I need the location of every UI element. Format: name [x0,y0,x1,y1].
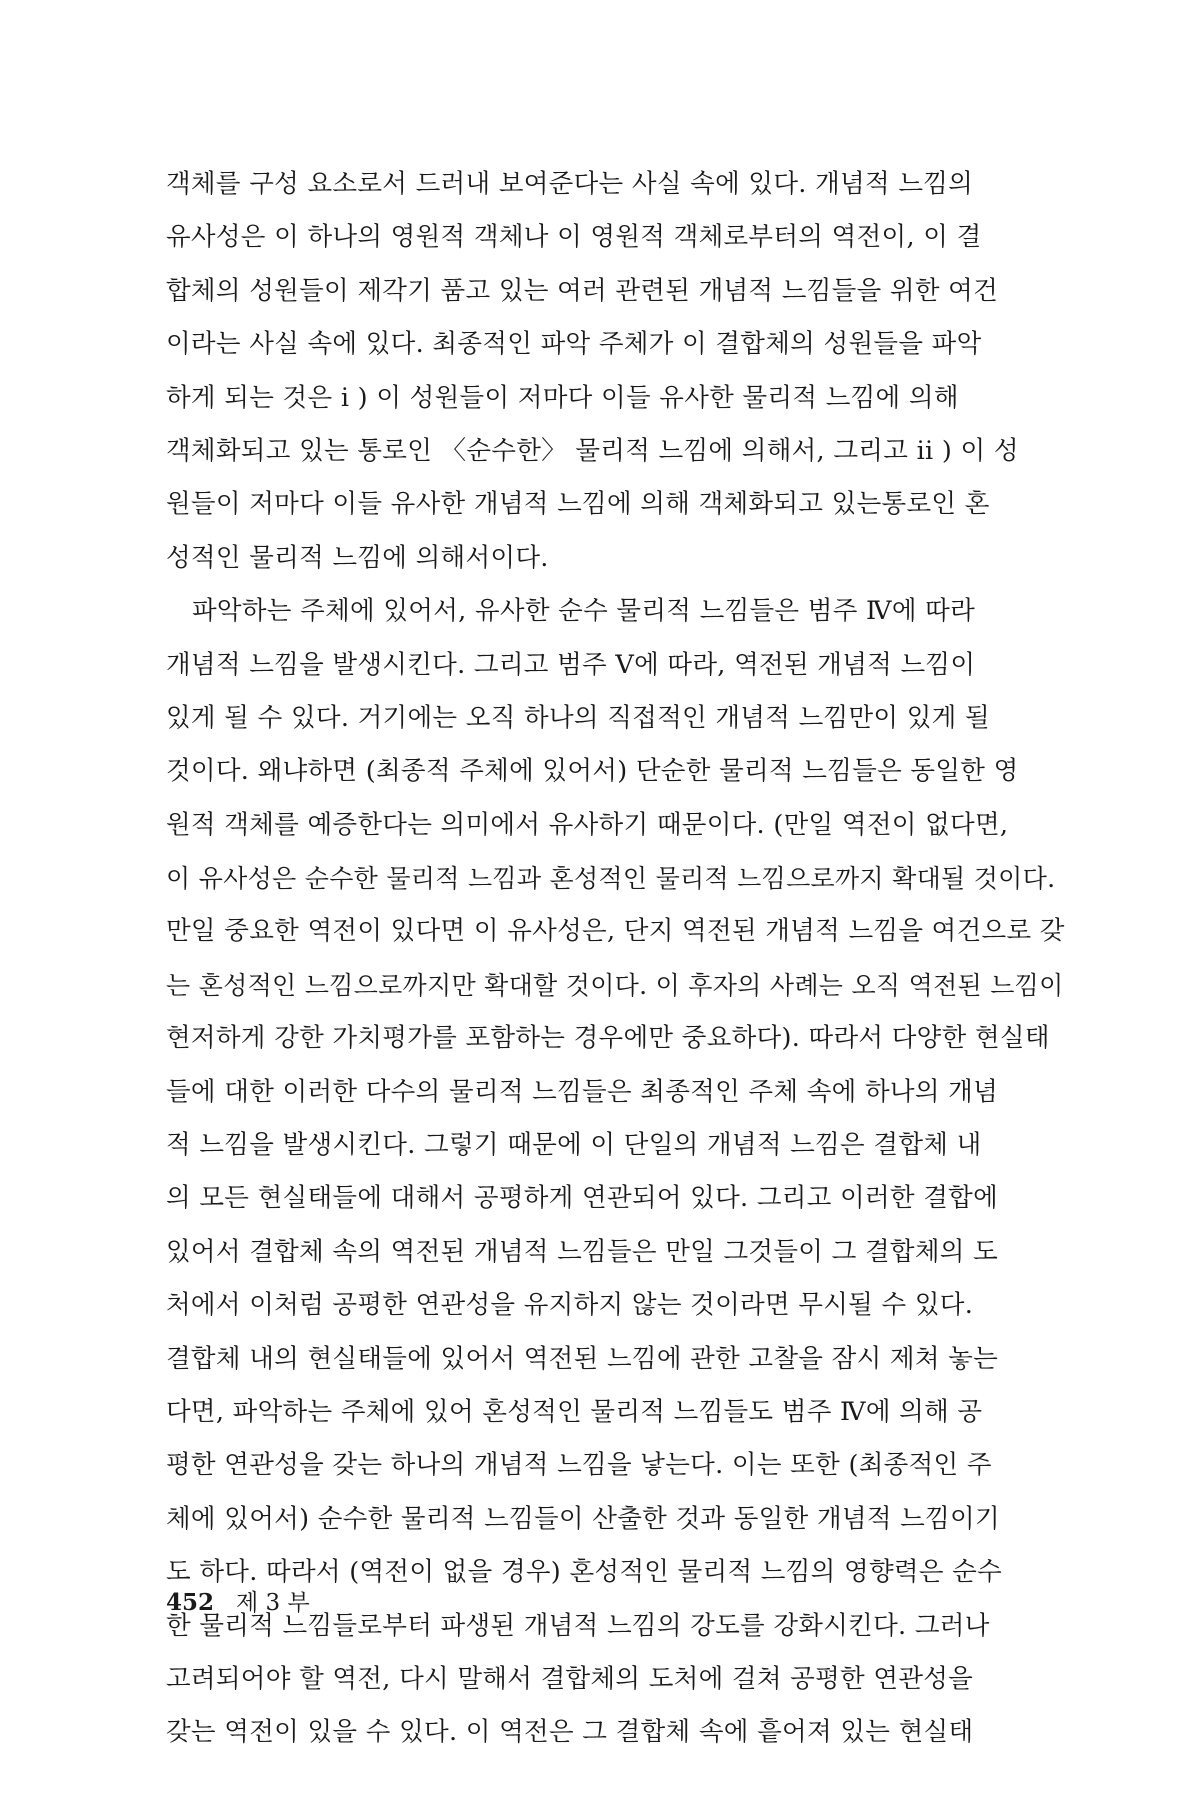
text-line: 원들이 저마다 이들 유사한 개념적 느낌에 의해 객체화되고 있는통로인 혼 [166,489,990,520]
text-line: 결합체 내의 현실태들에 있어서 역전된 느낌에 관한 고찰을 잠시 제쳐 놓는 [166,1343,999,1374]
text-line: 갖는 역전이 있을 수 있다. 이 역전은 그 결합체 속에 흩어져 있는 현실태 [166,1717,974,1748]
part-label: 제 3 부 [236,1590,310,1616]
text-line: 원적 객체를 예증한다는 의미에서 유사하기 때문이다. (만일 역전이 없다면, [166,809,1009,840]
text-line: 객체를 구성 요소로서 드러내 보여준다는 사실 속에 있다. 개념적 느낌의 [166,169,974,199]
text-line: 들에 대한 이러한 다수의 물리적 느낌들은 최종적인 주체 속에 하나의 개념 [166,1076,999,1107]
page-number: 452 [166,1589,215,1616]
text-line: 고려되어야 할 역전, 다시 말해서 결합체의 도처에 걸쳐 공평한 연관성을 [166,1663,974,1694]
text-line: 체에 있어서) 순수한 물리적 느낌들이 산출한 것과 동일한 개념적 느낌이기 [166,1503,1000,1534]
text-line: 는 혼성적인 느낌으로까지만 확대할 것이다. 이 후자의 사례는 오직 역전된 느낌이 [166,970,1064,1000]
text-line: 객체화되고 있는 통로인 〈순수한〉 물리적 느낌에 의해서, 그리고 ii ) 이 성 [166,435,1019,466]
text-line: 합체의 성원들이 제각기 품고 있는 여러 관련된 개념적 느낌들을 위한 여건 [166,275,999,306]
text-line: 만일 중요한 역전이 있다면 이 유사성은, 단지 역전된 개념적 느낌을 여건으로 갖 [166,916,1065,947]
text-line: 하게 되는 것은 i ) 이 성원들이 저마다 이들 유사한 물리적 느낌에 의해 [166,382,959,413]
text-line: 이 유사성은 순수한 물리적 느낌과 혼성적인 물리적 느낌으로까지 확대될 것이다. [166,864,1056,894]
text-line: 도 하다. 따라서 (역전이 없을 경우) 혼성적인 물리적 느낌의 영향력은 순수 [166,1557,1003,1588]
text-line: 의 모든 현실태들에 대해서 공평하게 연관되어 있다. 그리고 이러한 결합에 [166,1183,999,1214]
text-line: 적 느낌을 발생시킨다. 그렇기 때문에 이 단일의 개념적 느낌은 결합체 내 [166,1130,982,1161]
text-line: 개념적 느낌을 발생시킨다. 그리고 범주 Ⅴ에 따라, 역전된 개념적 느낌이 [166,649,976,680]
page-footer [166,1588,310,1618]
text-line: 있어서 결합체 속의 역전된 개념적 느낌들은 만일 그것들이 그 결합체의 도 [166,1236,999,1267]
text-line: 평한 연관성을 갖는 하나의 개념적 느낌을 낳는다. 이는 또한 (최종적인 주 [166,1450,992,1481]
text-line: 한 물리적 느낌들로부터 파생된 개념적 느낌의 강도를 강화시킨다. 그러나 [166,1610,990,1641]
text-line: 있게 될 수 있다. 거기에는 오직 하나의 직접적인 개념적 느낌만이 있게 될 [166,702,990,733]
text-line: 성적인 물리적 느낌에 의해서이다. [166,542,549,573]
text-line: 유사성은 이 하나의 영원적 객체나 이 영원적 객체로부터의 역전이, 이 결 [166,222,982,253]
paragraph-first-line: 파악하는 주체에 있어서, 유사한 순수 물리적 느낌들은 범주 Ⅳ에 따라 [192,596,976,627]
text-line: 다면, 파악하는 주체에 있어 혼성적인 물리적 느낌들도 범주 Ⅳ에 의해 공 [166,1396,983,1427]
text-line: 이라는 사실 속에 있다. 최종적인 파악 주체가 이 결합체의 성원들을 파악 [166,329,982,360]
text-line: 처에서 이처럼 공평한 연관성을 유지하지 않는 것이라면 무시될 수 있다. [166,1290,974,1321]
body-text [166,158,1066,1760]
text-line: 것이다. 왜냐하면 (최종적 주체에 있어서) 단순한 물리적 느낌들은 동일한 영 [166,756,1019,787]
text-line: 현저하게 강한 가치평가를 포함하는 경우에만 중요하다). 따라서 다양한 현실태 [166,1023,1050,1054]
